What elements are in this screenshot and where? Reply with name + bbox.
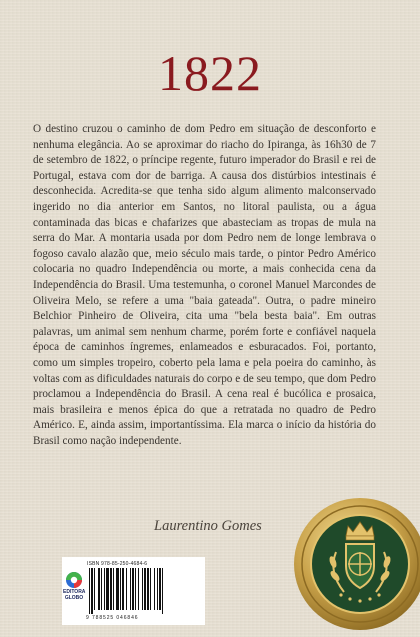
barcode-bar	[159, 568, 161, 610]
barcode-bar	[98, 568, 100, 610]
barcode-bar	[91, 568, 93, 614]
blurb-paragraph: O destino cruzou o caminho de dom Pedro em situação de desconforto e nenhuma elegância. Ao se aproximar do riacho do Ipiranga, às 16h30 de 7 de setembro de 1822, o príncipe regente, futuro imperador do Brasil e rei de Portugal, estava com dor de barriga. A causa dos distúrbios intestinais é desconhecida. Acredita-se que tenha sido algum alimento malconservado ingerido no dia anterior em Santos, no litoral paulista, ou a água contaminada das bicas e chafarizes que abasteciam as tropas de mula na serra do Mar. A montaria usada por dom Pedro nem de longe lembrava o fogoso cavalo alazão que, meio século mais tarde, o pintor Pedro Américo colocaria no quadro Independência ou morte, a mais conhecida cena da Independência do Brasil. Uma testemunha, o coronel Manuel Marcondes de Oliveira Melo, se refere a uma "baia gateada". Outra, o padre mineiro Belchior Pinheiro de Oliveira, cita uma "bela besta baia". Em outras palavras, um animal sem nenhum charme, porém forte e confiável naquela época de caminhos íngremes, enlameados e esburacados. Foi, portanto, como um simples tropeiro, coberto pela lama e pela poeira do caminho, às voltas com as dificuldades naturais do corpo e de seu tempo, que dom Pedro proclamou a Independência do Brasil. A cena real é bucólica e prosaica, mais brasileira e menos épica do que a retratada no quadro de Pedro Américo. E, ainda assim, importantíssima. Ela marca o início da história do Brasil como nação independente.	[33, 123, 376, 447]
barcode-bar	[150, 568, 151, 610]
barcode-bar	[120, 568, 121, 610]
barcode-bar	[135, 568, 136, 610]
barcode-bar	[130, 568, 131, 610]
barcode-bar	[162, 568, 163, 614]
barcode-bar	[142, 568, 143, 610]
barcode-bar	[138, 568, 139, 610]
barcode-bar	[154, 568, 155, 610]
barcode-bar	[101, 568, 102, 610]
barcode-bar	[104, 568, 105, 610]
barcode-bar	[132, 568, 134, 610]
barcode-bar	[110, 568, 112, 610]
barcode-bar	[147, 568, 149, 610]
barcode-bar	[106, 568, 109, 610]
barcode-bar	[126, 568, 127, 610]
barcode-bar	[157, 568, 158, 610]
book-title: 1822	[158, 45, 262, 101]
isbn-label: ISBN 978-85-250-4684-6	[87, 561, 148, 567]
back-cover-blurb	[33, 122, 376, 449]
author-name: Laurentino Gomes	[154, 518, 262, 534]
imperial-coat-of-arms-seal-icon	[292, 496, 420, 637]
barcode-bar	[122, 568, 124, 610]
barcode-bar	[89, 568, 90, 614]
ean-digits: 9 788525 046846	[86, 615, 139, 621]
barcode-bar	[144, 568, 146, 610]
barcode-bars	[87, 568, 199, 614]
barcode-panel	[62, 557, 205, 625]
barcode-bar	[116, 568, 119, 610]
publisher-name: EDITORA GLOBO	[63, 589, 86, 601]
barcode-bar	[94, 568, 95, 610]
barcode-bar	[113, 568, 114, 610]
